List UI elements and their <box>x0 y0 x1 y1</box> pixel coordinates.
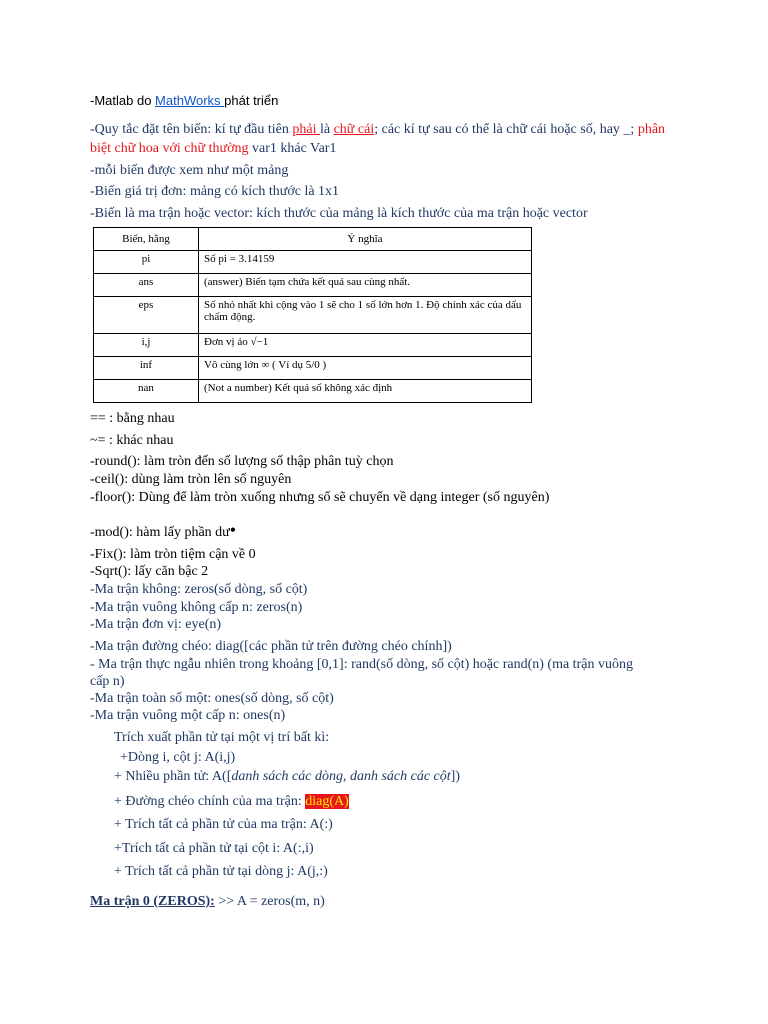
table-cell-value: Vô cùng lớn ∞ ( Ví dụ 5/0 ) <box>199 357 532 380</box>
extract-diag <box>114 793 349 811</box>
extract-one: +Dòng i, cột j: A(i,j) <box>120 750 236 765</box>
rule-text-phai: phải <box>292 122 320 137</box>
extract-title: Trích xuất phần tử tại một vị trí bất kì: <box>114 730 330 745</box>
table-cell-value: (answer) Biến tạm chứa kết quả sau cùng nhất. <box>199 274 532 297</box>
text-line: -mỗi biến được xem như một mảng <box>90 163 289 178</box>
mod-line <box>90 520 237 542</box>
zeros-code: >> A = zeros(m, n) <box>214 894 325 909</box>
table-header-row <box>94 228 532 251</box>
table-cell-key: eps <box>94 297 199 334</box>
rule-text-2: ; các kí tự sau có thể là chữ cái hoặc số, hay _; <box>374 122 638 137</box>
extract-many-suffix: ]) <box>450 769 460 784</box>
table-cell-key: i,j <box>94 334 199 357</box>
table-row <box>94 380 532 403</box>
zeros-heading: Ma trận 0 (ZEROS): <box>90 894 215 909</box>
rule-text-case: biệt chữ hoa với chữ thường <box>90 141 249 156</box>
mod-text: -mod(): hàm lấy phần dư <box>90 525 230 540</box>
table-cell-value: Số nhỏ nhất khi cộng vào 1 sẽ cho 1 số lớn hơn 1. Độ chính xác của dấu chấm động. <box>199 297 532 334</box>
text-line: -Biến giá trị đơn: mảng có kích thước là 1x1 <box>90 184 340 199</box>
extract-diag-prefix: + Đường chéo chính của ma trận: <box>114 794 306 809</box>
text-line: -Ma trận vuông một cấp n: ones(n) <box>90 708 286 723</box>
intro-prefix: -Matlab do <box>90 93 156 108</box>
text-line: -Ma trận đơn vị: eye(n) <box>90 617 222 632</box>
extract-many-prefix: + Nhiều phần tử: A([ <box>114 769 232 784</box>
table-cell-key: pi <box>94 251 199 274</box>
text-line: -Biến là ma trận hoặc vector: kích thước của mảng là kích thước của ma trận hoặc vector <box>90 206 588 221</box>
naming-rule-line-1 <box>90 121 665 139</box>
constants-table <box>93 227 532 403</box>
extract-all: + Trích tất cả phần tử của ma trận: A(:) <box>114 817 333 832</box>
text-line: -floor(): Dùng để làm tròn xuống nhưng số sẽ chuyển về dạng integer (số nguyên) <box>90 490 550 505</box>
text-line: -Ma trận không: zeros(số dòng, số cột) <box>90 582 308 597</box>
table-row <box>94 274 532 297</box>
text-line: -round(): làm tròn đến số lượng số thập phân tuỳ chọn <box>90 454 394 469</box>
text-line: -ceil(): dùng làm tròn lên số nguyên <box>90 472 292 487</box>
naming-rule-line-2 <box>90 140 336 158</box>
table-header: Biến, hằng <box>94 228 199 251</box>
extract-many-italic: danh sách các dòng, danh sách các cột <box>231 769 451 784</box>
extract-many <box>114 768 460 786</box>
text-line: -Fix(): làm tròn tiệm cận về 0 <box>90 547 256 562</box>
text-line: cấp n) <box>90 674 125 689</box>
text-line: - Ma trận thực ngẫu nhiên trong khoảng [0,1]: rand(số dòng, số cột) hoặc rand(n) (ma trận vuông <box>90 657 633 672</box>
table-cell-value: Số pi = 3.14159 <box>199 251 532 274</box>
extract-diag-code: diag(A) <box>305 794 349 809</box>
mathworks-link[interactable]: MathWorks <box>155 93 225 108</box>
table-cell-value: Đơn vị ảo √−1 <box>199 334 532 357</box>
text-line: -Ma trận đường chéo: diag([các phần tử trên đường chéo chính]) <box>90 639 452 654</box>
rule-text-chu-cai: chữ cái <box>333 122 375 137</box>
table-header: Ý nghĩa <box>199 228 532 251</box>
table-cell-key: nan <box>94 380 199 403</box>
rule-text-la: là <box>319 122 334 137</box>
extract-row: + Trích tất cả phần tử tại dòng j: A(j,:) <box>114 864 328 879</box>
table-cell-key: inf <box>94 357 199 380</box>
intro-line <box>90 92 278 110</box>
table-row <box>94 251 532 274</box>
text-line: -Ma trận toàn số một: ones(số dòng, số cột) <box>90 691 334 706</box>
table-row <box>94 297 532 334</box>
text-line: -Ma trận vuông không cấp n: zeros(n) <box>90 600 303 615</box>
rule-text-phan: phân <box>637 122 666 137</box>
table-cell-value: (Not a number) Kết quả số không xác định <box>199 380 532 403</box>
rule-text-example: var1 khác Var1 <box>248 141 337 156</box>
rule-text-1: -Quy tắc đặt tên biến: kí tự đầu tiên <box>90 122 293 137</box>
extract-col: +Trích tất cả phần tử tại cột i: A(:,i) <box>114 841 314 856</box>
table-row <box>94 357 532 380</box>
intro-suffix: phát triển <box>224 93 279 108</box>
bullet-icon: • <box>229 520 237 540</box>
text-line: == : bằng nhau <box>90 411 175 426</box>
table-cell-key: ans <box>94 274 199 297</box>
text-line: -Sqrt(): lấy căn bậc 2 <box>90 564 209 579</box>
text-line: ~= : khác nhau <box>90 433 174 448</box>
table-row <box>94 334 532 357</box>
zeros-line <box>90 893 325 911</box>
